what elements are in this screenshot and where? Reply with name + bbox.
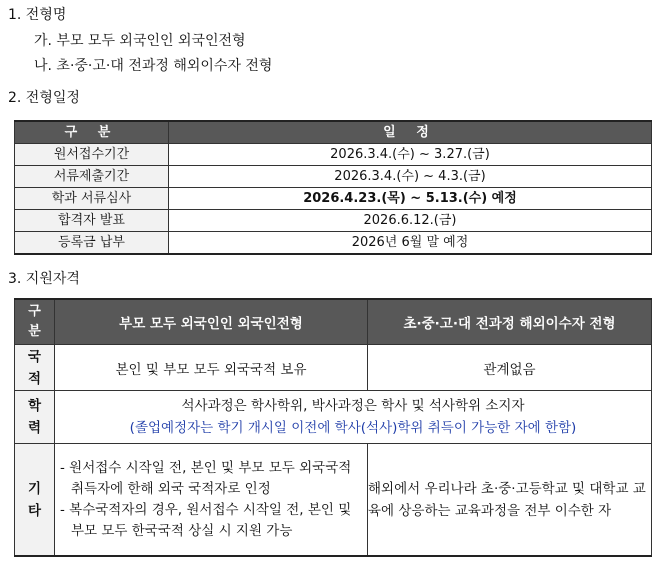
section-title-1: 1. 전형명 [8, 7, 67, 23]
eligibility-table [14, 298, 652, 557]
other-foreigner [55, 444, 368, 557]
row-value: 2026년 6월 말 예정 [169, 232, 652, 255]
row-label-other: 기 타 [15, 444, 55, 557]
schedule-table [14, 120, 652, 255]
row-value: 2026.6.12.(금) [169, 210, 652, 232]
item-b: 나. 초·중·고·대 전과정 해외이수자 전형 [34, 58, 273, 74]
row-label: 서류제출기간 [15, 166, 169, 188]
table-row [15, 210, 652, 232]
col-header-category: 구 분 [15, 121, 169, 144]
col-header-category: 구 분 [15, 299, 55, 345]
row-value: 2026.4.23.(목) ~ 5.13.(수) 예정 [169, 188, 652, 210]
item-a: 가. 부모 모두 외국인인 외국인전형 [34, 33, 246, 49]
section-title-2: 2. 전형일정 [8, 90, 80, 106]
section-title-3: 3. 지원자격 [8, 271, 80, 287]
col-header-overseas: 초·중·고·대 전과정 해외이수자 전형 [368, 299, 652, 345]
row-value: 2026.3.4.(수) ~ 4.3.(금) [169, 166, 652, 188]
nationality-overseas: 관계없음 [368, 345, 652, 391]
degree-requirement: 석사과정은 학사학위, 박사과정은 학사 및 석사학위 소지자 (졸업예정자는 학기 개시일 이전에 학사(석사)학위 취득이 가능한 자에 한함) [55, 391, 652, 444]
table-row-nationality [15, 345, 652, 391]
row-label: 등록금 납부 [15, 232, 169, 255]
other-overseas: 해외에서 우리나라 초·중·고등학교 및 대학교 교육에 상응하는 교육과정을 전부 이수한 자 [368, 444, 652, 557]
list-item: - 복수국적자의 경우, 원서접수 시작일 전, 본인 및 부모 모두 한국국적 상실 시 지원 가능 [60, 501, 352, 539]
row-label: 합격자 발표 [15, 210, 169, 232]
nationality-foreigner: 본인 및 부모 모두 외국국적 보유 [55, 345, 368, 391]
row-label: 학과 서류심사 [15, 188, 169, 210]
table-row-other [15, 444, 652, 557]
table-row [15, 188, 652, 210]
table-row-degree [15, 391, 652, 444]
table-row [15, 232, 652, 255]
row-label: 원서접수기간 [15, 144, 169, 166]
col-header-foreigner: 부모 모두 외국인인 외국인전형 [55, 299, 368, 345]
list-item: - 원서접수 시작일 전, 본인 및 부모 모두 외국국적 취득자에 한해 외국 국적자로 인정 [60, 459, 352, 497]
table-row [15, 144, 652, 166]
table-row [15, 166, 652, 188]
row-label-degree: 학 력 [15, 391, 55, 444]
row-value: 2026.3.4.(수) ~ 3.27.(금) [169, 144, 652, 166]
row-label-nationality: 국 적 [15, 345, 55, 391]
col-header-schedule: 일 정 [169, 121, 652, 144]
